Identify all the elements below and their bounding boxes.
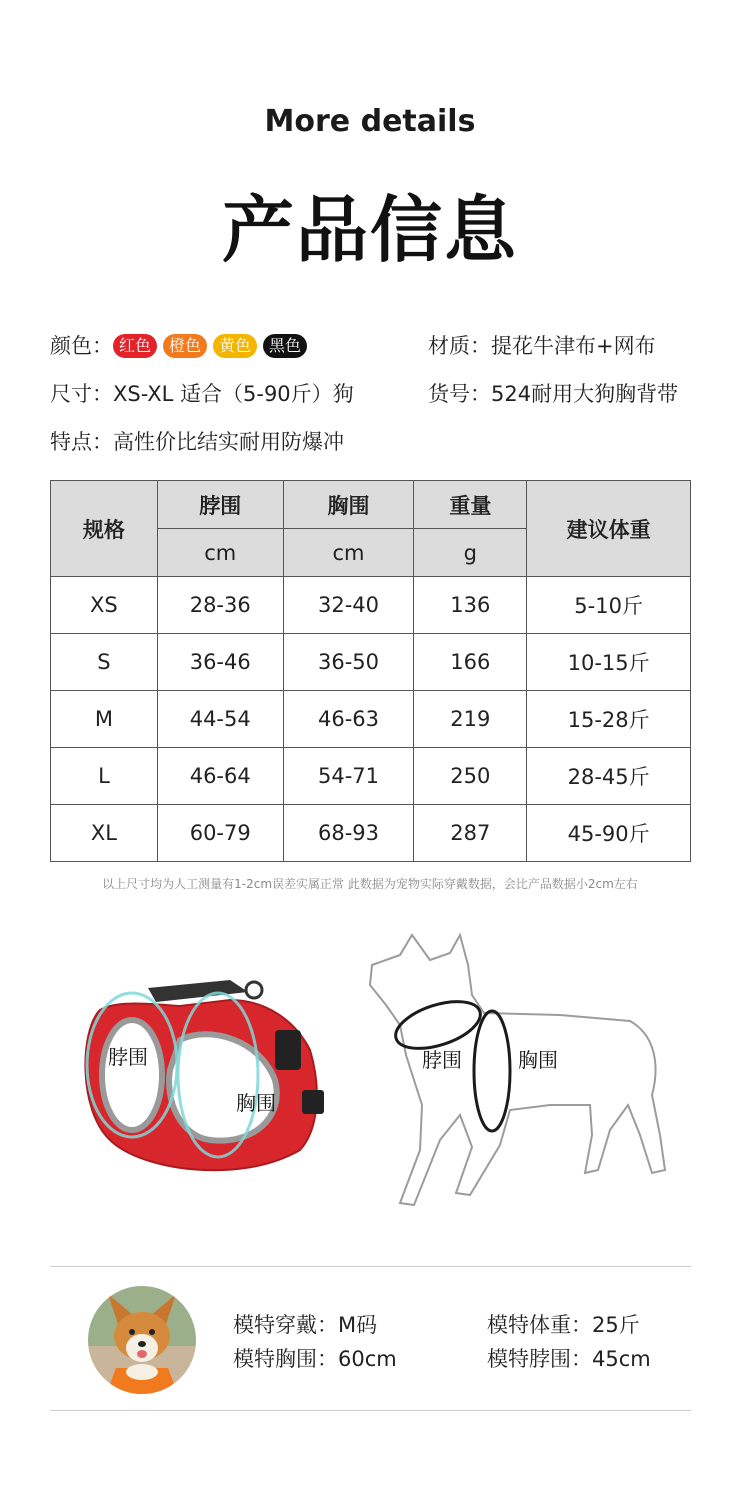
dog-outline-image	[360, 925, 680, 1225]
model-weight-text: 模特体重：25斤	[487, 1313, 640, 1337]
color-options	[113, 334, 313, 358]
spec-header: 规格	[51, 481, 158, 577]
chest-unit: cm	[283, 529, 414, 577]
neck-cell: 60-79	[157, 805, 283, 862]
size-cell: XL	[51, 805, 158, 862]
harness-neck-label: 脖围	[108, 1045, 148, 1069]
model-wear-text: 模特穿戴：M码	[233, 1313, 378, 1337]
table-row	[51, 748, 691, 805]
size-cell: XS	[51, 577, 158, 634]
size-cell: M	[51, 691, 158, 748]
color-option-pill: 橙色	[163, 334, 207, 358]
table-row	[51, 691, 691, 748]
table-row	[51, 577, 691, 634]
table-header-row	[51, 481, 691, 529]
table-row	[51, 634, 691, 691]
dog-weight-cell: 28-45斤	[527, 748, 691, 805]
chest-cell: 68-93	[283, 805, 414, 862]
size-table	[50, 480, 691, 862]
dog-chest-label: 胸围	[518, 1048, 558, 1072]
item-number-text: 货号：524耐用大狗胸背带	[428, 382, 679, 406]
model-chest-text: 模特胸围：60cm	[233, 1347, 397, 1371]
subtitle: More details	[264, 104, 476, 139]
dog-weight-cell: 10-15斤	[527, 634, 691, 691]
neck-cell: 28-36	[157, 577, 283, 634]
color-option-pill: 黄色	[213, 334, 257, 358]
neck-cell: 36-46	[157, 634, 283, 691]
dog-weight-cell: 45-90斤	[527, 805, 691, 862]
dog-weight-cell: 5-10斤	[527, 577, 691, 634]
chest-cell: 32-40	[283, 577, 414, 634]
harness-diagram	[60, 930, 340, 1224]
color-option-pill: 红色	[113, 334, 157, 358]
divider	[50, 1266, 691, 1267]
weight-cell: 136	[414, 577, 527, 634]
color-label: 颜色：	[50, 334, 113, 358]
harness-chest-label: 胸围	[236, 1091, 276, 1115]
chest-header: 胸围	[283, 481, 414, 529]
recommend-weight-header: 建议体重	[527, 481, 691, 577]
size-cell: L	[51, 748, 158, 805]
weight-cell: 219	[414, 691, 527, 748]
neck-cell: 46-64	[157, 748, 283, 805]
color-option-pill: 黑色	[263, 334, 307, 358]
page-title: 产品信息	[221, 188, 518, 272]
size-cell: S	[51, 634, 158, 691]
weight-unit: g	[414, 529, 527, 577]
material-text: 材质：提花牛津布+网布	[428, 334, 656, 358]
table-row	[51, 805, 691, 862]
neck-cell: 44-54	[157, 691, 283, 748]
color-row	[50, 330, 313, 360]
weight-cell: 250	[414, 748, 527, 805]
size-text: 尺寸：XS-XL 适合（5-90斤）狗	[50, 382, 354, 406]
neck-header: 脖围	[157, 481, 283, 529]
chest-cell: 36-50	[283, 634, 414, 691]
dog-neck-label: 脖围	[422, 1048, 462, 1072]
measurement-note: 以上尺寸均为人工测量有1-2cm误差实属正常 此数据为宠物实际穿戴数据，会比产品数据小2cm左右	[102, 877, 638, 891]
dog-diagram	[360, 925, 680, 1229]
divider	[50, 1410, 691, 1411]
chest-cell: 46-63	[283, 691, 414, 748]
neck-unit: cm	[157, 529, 283, 577]
model-dog-avatar	[88, 1286, 196, 1394]
weight-cell: 287	[414, 805, 527, 862]
model-neck-text: 模特脖围：45cm	[487, 1347, 651, 1371]
weight-header: 重量	[414, 481, 527, 529]
harness-image	[60, 930, 340, 1220]
weight-cell: 166	[414, 634, 527, 691]
chest-cell: 54-71	[283, 748, 414, 805]
dog-weight-cell: 15-28斤	[527, 691, 691, 748]
feature-text: 特点：高性价比结实耐用防爆冲	[50, 430, 344, 454]
